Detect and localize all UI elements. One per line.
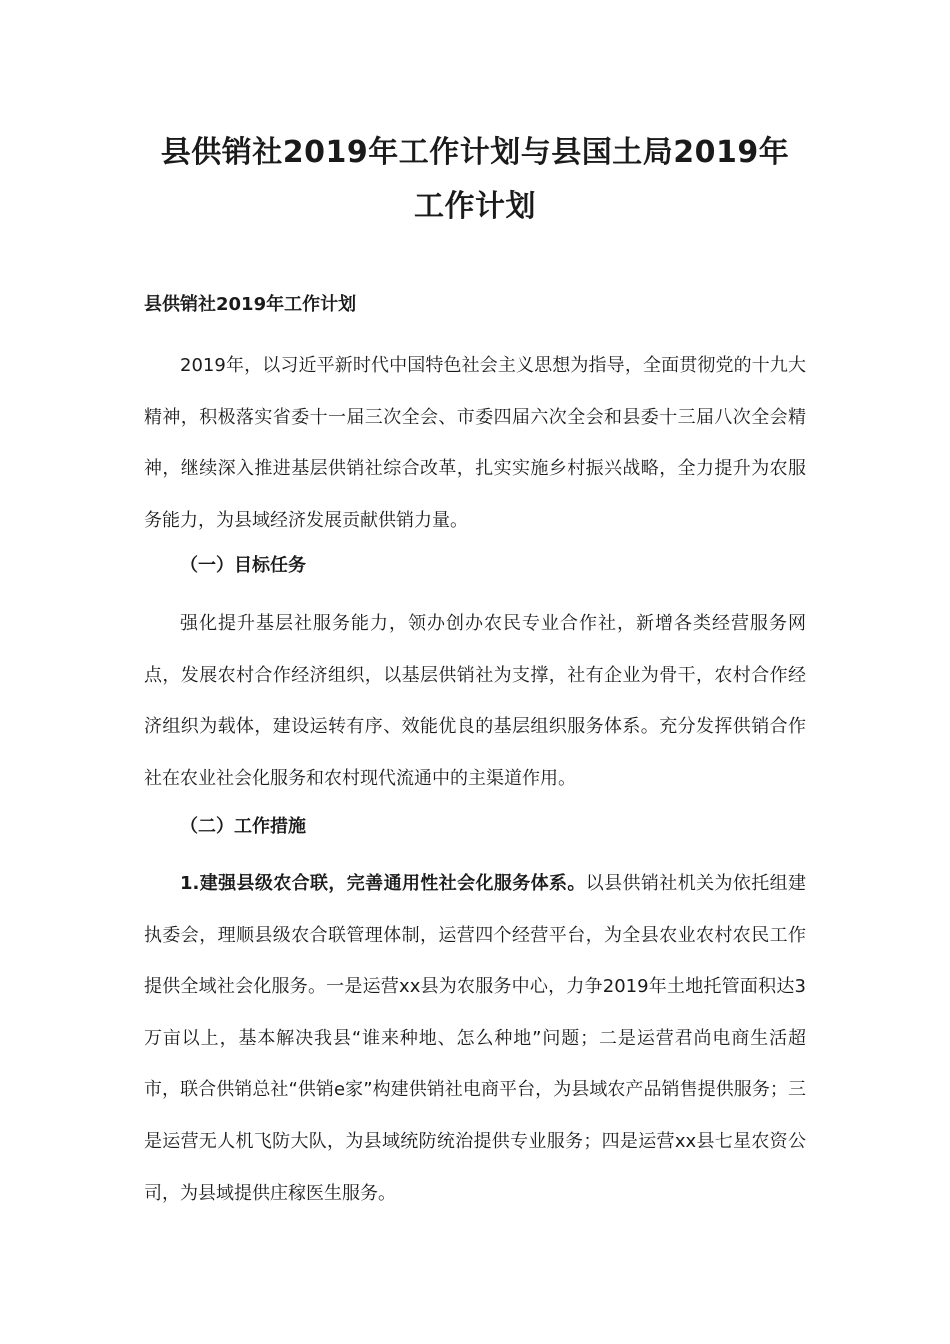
section-heading: 县供销社2019年工作计划 <box>144 294 357 315</box>
title-line-2: 工作计划 <box>414 189 536 224</box>
title-line-1: 县供销社2019年工作计划与县国土局2019年 <box>160 135 790 170</box>
measure-item-lead: 1.建强县级农合联，完善通用性社会化服务体系。 <box>180 873 586 894</box>
document-title <box>120 126 830 234</box>
goals-paragraph: 强化提升基层社服务能力，领办创办农民专业合作社，新增各类经营服务网点，发展农村合作经济组织，以基层供销社为支撑，社有企业为骨干，农村合作经济组织为载体，建设运转有序、效能优良的基层组织服务体系。充分发挥供销合作社在农业社会化服务和农村现代流通中的主渠道作用。 <box>144 613 806 789</box>
subheading-goals: （一）目标任务 <box>180 555 306 576</box>
measure-item-text: 以县供销社机关为依托组建执委会，理顺县级农合联管理体制，运营四个经营平台，为全县农业农村农民工作提供全域社会化服务。一是运营xx县为农服务中心，力争2019年土地托管面积达3万亩以上，基本解决我县“谁来种地、怎么种地”问题；二是运营君尚电商生活超市，联合供销总社“供销e家”构建供销社电商平台，为县域农产品销售提供服务；三是运营无人机飞防大队，为县域统防统治提供专业服务；四是运营xx县七星农资公司，为县域提供庄稼医生服务。 <box>144 873 806 1204</box>
measures-paragraph <box>144 858 806 1219</box>
subheading-measures: （二）工作措施 <box>180 816 306 837</box>
intro-paragraph: 2019年，以习近平新时代中国特色社会主义思想为指导，全面贯彻党的十九大精神，积极落实省委十一届三次全会、市委四届六次全会和县委十三届八次全会精神，继续深入推进基层供销社综合改革，扎实实施乡村振兴战略，全力提升为农服务能力，为县域经济发展贡献供销力量。 <box>144 355 806 531</box>
